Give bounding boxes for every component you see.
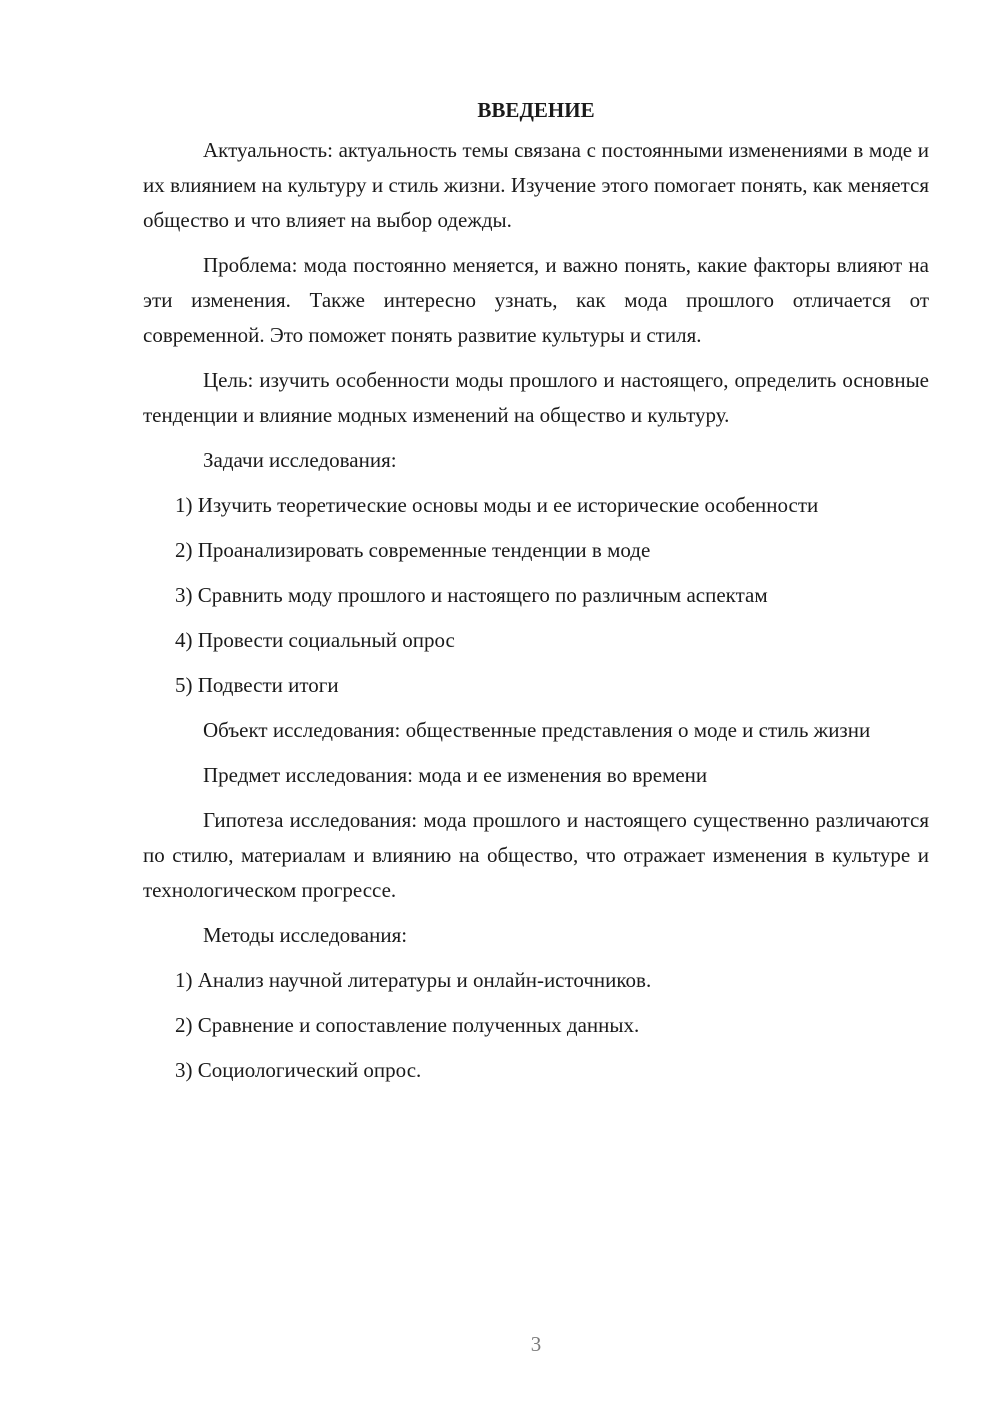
page-title: ВВЕДЕНИЕ bbox=[477, 98, 595, 122]
document-page bbox=[143, 92, 929, 1098]
method-item: 3) Социологический опрос. bbox=[175, 1058, 422, 1082]
tasks-heading: Задачи исследования: bbox=[203, 448, 397, 472]
subject-paragraph: Предмет исследования: мода и ее изменения во времени bbox=[203, 763, 708, 787]
methods-heading: Методы исследования: bbox=[203, 923, 408, 947]
object-paragraph: Объект исследования: общественные представления о моде и стиль жизни bbox=[203, 718, 871, 742]
page-number: 3 bbox=[530, 1332, 542, 1356]
goal-paragraph: Цель: изучить особенности моды прошлого и настоящего, определить основные тенденции и влияние модных изменений на общество и культуру. bbox=[143, 368, 929, 427]
relevance-paragraph: Актуальность: актуальность темы связана с постоянными изменениями в моде и их влиянием на культуру и стиль жизни. Изучение этого помогает понять, как меняется общество и что влияет на выбор одежды. bbox=[143, 138, 929, 232]
task-item: 2) Проанализировать современные тенденции в моде bbox=[175, 538, 651, 562]
task-item: 5) Подвести итоги bbox=[175, 673, 339, 697]
method-item: 1) Анализ научной литературы и онлайн-источников. bbox=[175, 968, 652, 992]
problem-paragraph: Проблема: мода постоянно меняется, и важно понять, какие факторы влияют на эти изменения. Также интересно узнать, как мода прошлого отличается от современной. Это поможет понять развитие культуры и стиля. bbox=[143, 253, 929, 347]
task-item: 4) Провести социальный опрос bbox=[175, 628, 455, 652]
hypothesis-paragraph: Гипотеза исследования: мода прошлого и настоящего существенно различаются по стилю, материалам и влиянию на общество, что отражает изменения в культуре и технологическом прогрессе. bbox=[143, 808, 929, 902]
task-item: 3) Сравнить моду прошлого и настоящего по различным аспектам bbox=[175, 583, 768, 607]
task-item: 1) Изучить теоретические основы моды и ее исторические особенности bbox=[175, 493, 819, 517]
method-item: 2) Сравнение и сопоставление полученных данных. bbox=[175, 1013, 640, 1037]
